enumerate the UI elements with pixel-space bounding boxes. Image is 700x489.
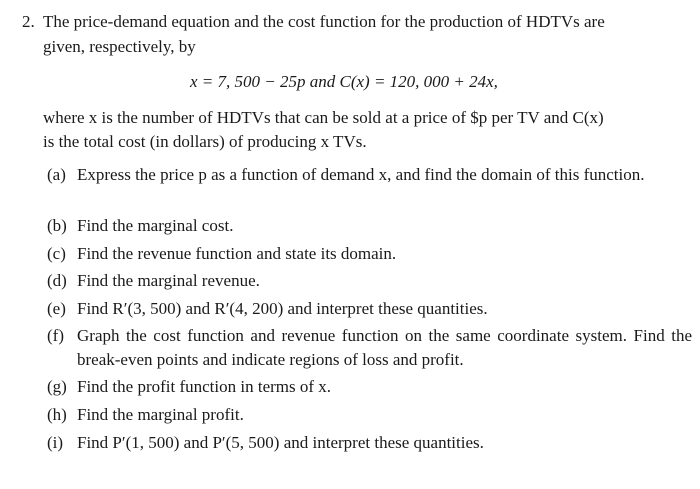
part-label: (e): [47, 299, 66, 318]
intro-line-1: The price-demand equation and the cost function for the production of HDTVs are: [43, 12, 605, 31]
problem-number: 2.: [22, 12, 35, 31]
equation: x = 7, 500 − 25p and C(x) = 120, 000 + 24x,: [190, 72, 498, 91]
intro-line-2: given, respectively, by: [43, 37, 196, 56]
part-text: Find the marginal cost.: [77, 216, 234, 235]
part-text: Graph the cost function and revenue function on the same coordinate system. Find the break-even points and indicate regions of loss and profit.: [77, 326, 692, 369]
part-label: (a): [47, 165, 66, 184]
part-label: (b): [47, 216, 67, 235]
part-label: (h): [47, 405, 67, 424]
part-label: (d): [47, 271, 67, 290]
part-text: Express the price p as a function of demand x, and find the domain of this function.: [77, 165, 645, 184]
part-text: Find the profit function in terms of x.: [77, 377, 332, 396]
part-text: Find the marginal profit.: [77, 405, 244, 424]
part-text: Find R′(3, 500) and R′(4, 200) and interpret these quantities.: [77, 299, 488, 318]
where-line-1: where x is the number of HDTVs that can be sold at a price of $p per TV and C(x): [43, 108, 604, 127]
part-label: (c): [47, 244, 66, 263]
part-f: [47, 324, 692, 372]
where-line-2: is the total cost (in dollars) of producing x TVs.: [43, 132, 367, 151]
part-a: [47, 163, 692, 211]
part-label: (g): [47, 377, 67, 396]
part-text: Find the revenue function and state its domain.: [77, 244, 397, 263]
part-text: Find the marginal revenue.: [77, 271, 260, 290]
part-text: Find P′(1, 500) and P′(5, 500) and interpret these quantities.: [77, 433, 484, 452]
part-label: (i): [47, 433, 64, 452]
part-label: (f): [47, 326, 64, 345]
